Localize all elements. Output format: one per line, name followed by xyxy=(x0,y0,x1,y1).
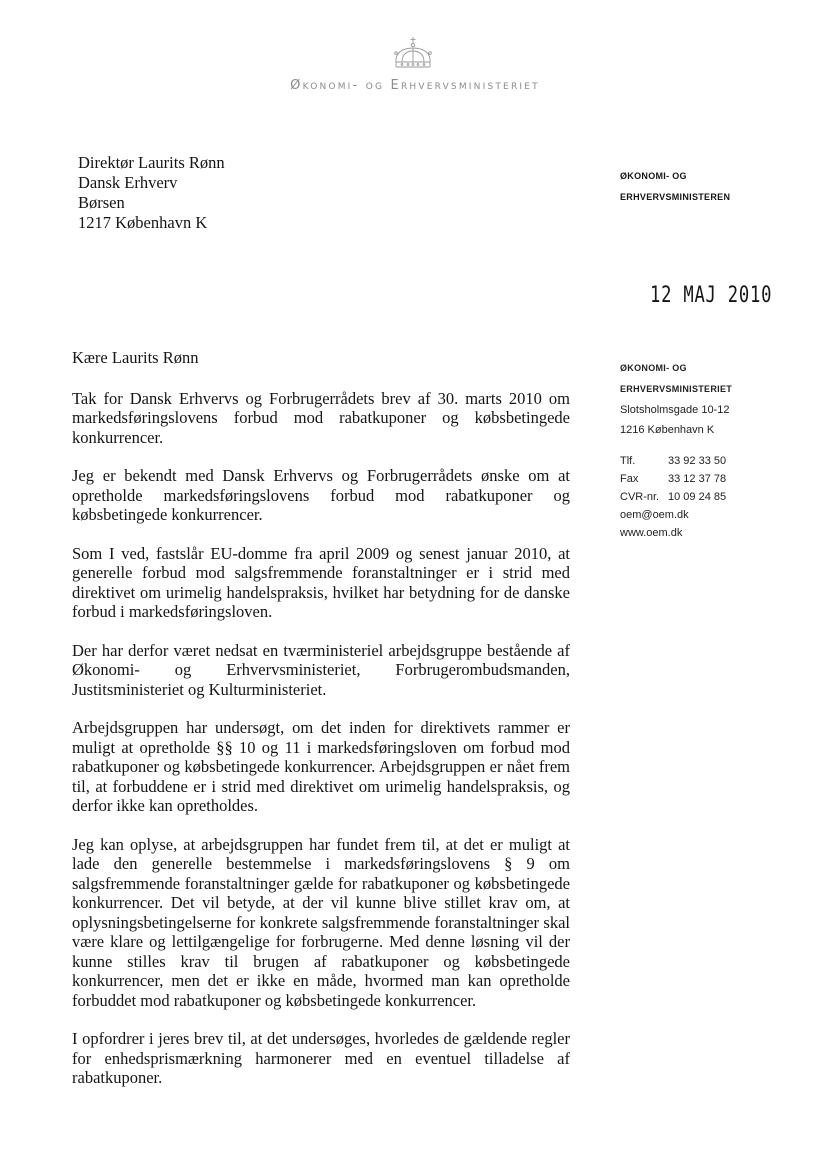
addressee-block xyxy=(78,153,225,233)
letter-paragraph: Der har derfor været nedsat en tværministeriel arbejdsgruppe bestående af Økonomi- og Erhvervsministeriet, Forbrugerombudsmanden, Justitsministeriet og Kulturministeriet. xyxy=(72,640,570,699)
contact-address-line: Slotsholmsgade 10-12 xyxy=(620,404,730,416)
phone-value: 33 92 33 50 xyxy=(668,455,727,467)
phone-row xyxy=(620,452,732,470)
letter-paragraph: I opfordrer i jeres brev til, at det undersøges, hvorledes de gældende regler for enhedsprismærkning harmonerer med en eventuel tilladelse af rabatkuponer. xyxy=(72,1029,570,1087)
fax-label: Fax xyxy=(620,473,639,485)
letter-paragraph: Jeg er bekendt med Dansk Erhvervs og Forbrugerrådets ønske om at opretholde markedsføringslovens forbud mod rabatkuponer og købsbetingede konkurrencer. xyxy=(72,466,570,524)
contact-block xyxy=(620,358,732,542)
fax-value: 33 12 37 78 xyxy=(668,473,727,485)
cvr-value: 10 09 24 85 xyxy=(668,491,727,503)
contact-name-line: ERHVERVSMINISTERIET xyxy=(620,384,733,394)
cvr-label: CVR-nr. xyxy=(620,491,660,503)
letter-paragraph: Jeg kan oplyse, at arbejdsgruppen har fundet frem til, at det er muligt at lade den generelle bestemmelse i markedsføringslovens § 9 om salgsfremmende foranstaltninger gælde for rabatkuponer og købsbetingede konkurrencer. Det vil betyde, at der vil kunne blive stillet krav om, at oplysningsbetingelserne for konkrete salgsfremmende foranstaltninger skal være klare og lettilgængelige for forbrugerne. Med denne løsning vil der kunne stilles krav til brugen af rabatkuponer og købsbetingede konkurrencer, men det er ikke en måde, hvormed man kan opretholde forbuddet mod rabatkuponer og købsbetingede konkurrencer. xyxy=(72,834,570,1010)
crown-logo-icon xyxy=(390,36,436,70)
letterhead-ministry-name: Økonomi- og Erhvervsministeriet xyxy=(290,78,540,93)
sender-name-block xyxy=(620,166,730,208)
website-link[interactable]: www.oem.dk xyxy=(620,527,683,539)
email-link[interactable]: oem@oem.dk xyxy=(620,509,689,521)
letter-body xyxy=(72,348,570,1107)
salutation: Kære Laurits Rønn xyxy=(72,348,199,367)
addressee-line: Børsen xyxy=(78,193,125,212)
addressee-line: 1217 København K xyxy=(78,213,208,232)
letter-paragraph: Arbejdsgruppen har undersøgt, om det inden for direktivets rammer er muligt at opretholde §§ 10 og 11 i markedsføringsloven om forbud mod rabatkuponer og købsbetingede konkurrencer. Arbejdsgruppen er nået frem til, at forbuddene er i strid med direktivet om urimelig handelspraksis, og derfor ikke kan opretholdes. xyxy=(72,718,570,815)
letter-paragraph: Som I ved, fastslår EU-domme fra april 2009 og senest januar 2010, at generelle forbud mod salgsfremmende foranstaltninger er i strid med direktivet om urimelig handelspraksis, hvilket har betydning for de danske forbud i markedsføringsloven. xyxy=(72,543,570,621)
contact-address-line: 1216 København K xyxy=(620,424,715,436)
cvr-row xyxy=(620,488,732,506)
date-stamp: 12 MAJ 2010 xyxy=(650,283,773,308)
sender-name-line: ERHVERVSMINISTEREN xyxy=(620,192,731,202)
letter-paragraph: Tak for Dansk Erhvervs og Forbrugerrådets brev af 30. marts 2010 om markedsføringslovens forbud mod rabatkuponer og købsbetingede konkurrencer. xyxy=(72,388,570,447)
fax-row xyxy=(620,470,732,488)
sender-name-line: ØKONOMI- OG xyxy=(620,171,687,181)
addressee-line: Direktør Laurits Rønn xyxy=(78,153,225,172)
contact-name-line: ØKONOMI- OG xyxy=(620,363,687,373)
phone-label: Tlf. xyxy=(620,455,636,467)
addressee-line: Dansk Erhverv xyxy=(78,173,178,192)
